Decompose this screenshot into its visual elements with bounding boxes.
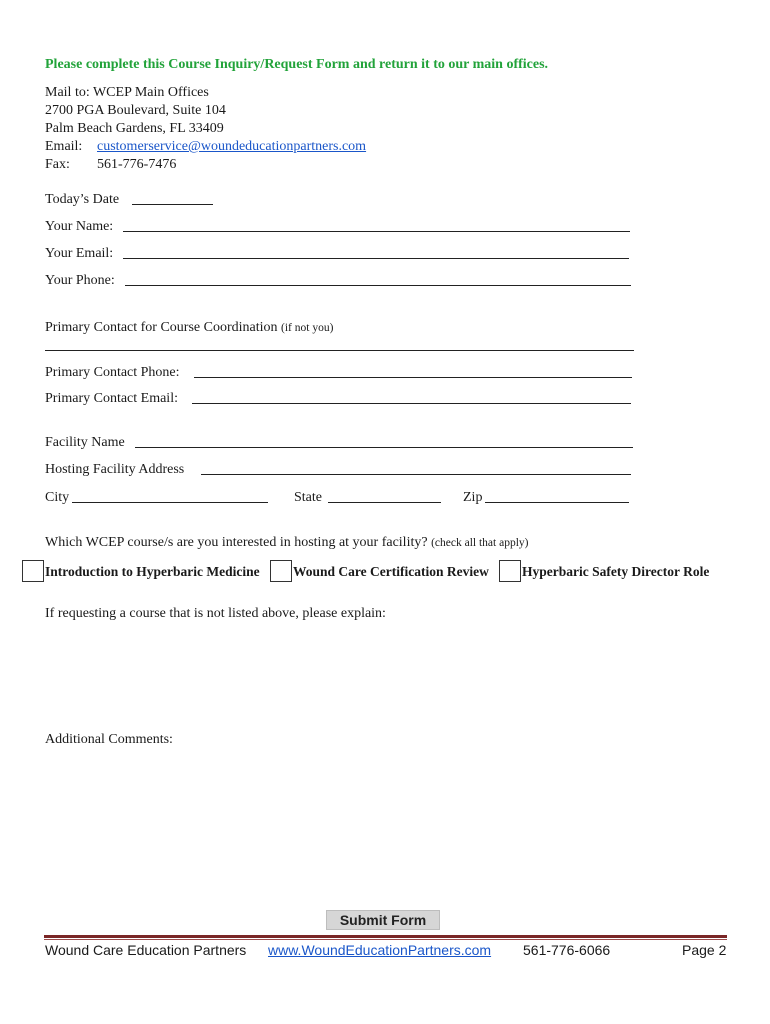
city-label: City xyxy=(45,490,70,505)
footer-rule xyxy=(44,935,727,938)
fax-number: 561-776-7476 xyxy=(97,157,177,172)
additional-comments-label: Additional Comments: xyxy=(45,732,173,747)
primary-contact-text: Primary Contact for Course Coordination xyxy=(45,320,278,335)
course-question-note: (check all that apply) xyxy=(431,537,529,549)
state-field[interactable] xyxy=(328,502,441,503)
footer-page-number: Page 2 xyxy=(682,942,727,958)
form-heading: Please complete this Course Inquiry/Request Form and return it to our main offices. xyxy=(45,57,549,72)
checkbox-safety-director[interactable] xyxy=(499,560,521,582)
primary-contact-email-field[interactable] xyxy=(192,403,631,404)
checkbox-label-intro-hyperbaric: Introduction to Hyperbaric Medicine xyxy=(45,564,260,579)
other-course-label: If requesting a course that is not listed above, please explain: xyxy=(45,606,386,621)
fax-label: Fax: xyxy=(45,157,70,172)
street-line: 2700 PGA Boulevard, Suite 104 xyxy=(45,103,226,118)
hosting-address-label: Hosting Facility Address xyxy=(45,462,185,477)
submit-form-button[interactable]: Submit Form xyxy=(326,910,440,930)
additional-comments-textarea[interactable] xyxy=(45,754,725,894)
checkbox-label-wound-care-review: Wound Care Certification Review xyxy=(293,564,489,579)
your-email-field[interactable] xyxy=(123,258,629,259)
zip-field[interactable] xyxy=(485,502,629,503)
footer-website-link[interactable]: www.WoundEducationPartners.com xyxy=(268,942,492,958)
primary-contact-phone-field[interactable] xyxy=(194,377,632,378)
primary-contact-field[interactable] xyxy=(45,350,634,351)
state-label: State xyxy=(294,490,322,505)
mailing-address xyxy=(45,84,366,174)
primary-contact-label xyxy=(45,319,333,337)
facility-name-field[interactable] xyxy=(135,447,633,448)
checkbox-wound-care-review[interactable] xyxy=(270,560,292,582)
your-email-label: Your Email: xyxy=(45,246,114,261)
primary-contact-phone-label: Primary Contact Phone: xyxy=(45,365,180,380)
city-state-line: Palm Beach Gardens, FL 33409 xyxy=(45,121,224,136)
primary-contact-note: (if not you) xyxy=(281,322,334,334)
primary-contact-email-label: Primary Contact Email: xyxy=(45,391,178,406)
email-link[interactable]: customerservice@woundeducationpartners.com xyxy=(97,139,367,154)
footer-phone: 561-776-6066 xyxy=(523,942,611,958)
todays-date-field[interactable] xyxy=(132,204,213,205)
your-name-label: Your Name: xyxy=(45,219,114,234)
footer-org: Wound Care Education Partners xyxy=(45,942,247,958)
your-phone-label: Your Phone: xyxy=(45,273,115,288)
checkbox-intro-hyperbaric[interactable] xyxy=(22,560,44,582)
course-question-text: Which WCEP course/s are you interested in hosting at your facility? xyxy=(45,535,428,550)
checkbox-label-safety-director: Hyperbaric Safety Director Role xyxy=(522,564,710,579)
your-phone-field[interactable] xyxy=(125,285,631,286)
email-label: Email: xyxy=(45,139,83,154)
mail-to-line: Mail to: WCEP Main Offices xyxy=(45,85,209,100)
facility-name-label: Facility Name xyxy=(45,435,125,450)
zip-label: Zip xyxy=(463,490,483,505)
city-field[interactable] xyxy=(72,502,268,503)
hosting-address-field[interactable] xyxy=(201,474,631,475)
other-course-textarea[interactable] xyxy=(45,628,725,720)
course-question xyxy=(45,534,528,552)
your-name-field[interactable] xyxy=(123,231,630,232)
footer-rule-thin xyxy=(44,939,727,940)
todays-date-label: Today’s Date xyxy=(45,192,120,207)
